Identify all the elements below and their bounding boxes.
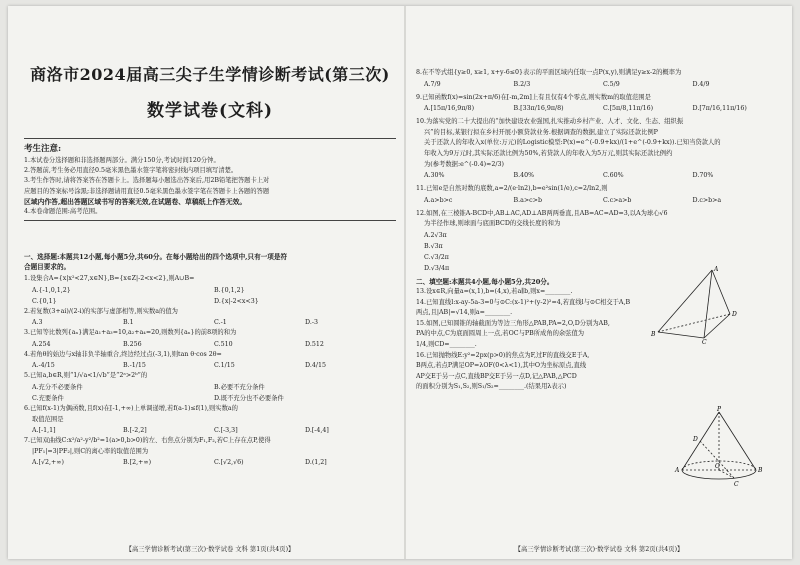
- question-stem: 6.已知f(x-1)为偶函数,且f(x)在[-1,+∞)上单调递增,若f(a-1)≤f(1),则实数a的: [24, 404, 238, 412]
- option: C.√3/2π: [424, 253, 449, 261]
- page-1: [24, 6, 396, 559]
- question-stem: 2.若复数(3+ai)/(2-i)的实部与虚部相等,则实数a的值为: [24, 307, 178, 315]
- option: C.[5π/8,11π/16): [603, 105, 654, 113]
- question-stem: 3.已知等比数列{aₙ}满足a₁+a₃=10,a₂+a₄=20,则数列{aₙ}的前8项的和为: [24, 329, 237, 337]
- question-stem-cont: 年收入为9万元时,其实际还款比例为50%,若贷款人的年收入为5万元,则其实际还款比例约: [424, 149, 673, 157]
- notice-title: 考生注意:: [24, 144, 62, 154]
- option: C.1/15: [214, 362, 235, 370]
- option: D.[7π/16,11π/16): [692, 105, 747, 113]
- label-a: A: [714, 266, 719, 273]
- option: D.(1,2]: [305, 459, 327, 467]
- question-stem-cont: 关于还款人的年收入x(单位:万元)的Logistic模型:P(x)=e^(-0.9+kx)/(1+e^(-0.9+kx)).已知当贷款人的: [424, 139, 721, 147]
- question-8: [416, 68, 782, 90]
- label-a: A: [675, 467, 680, 474]
- fill-line: 14.已知直线l:x-ay-5a-3=0与⊙C:(x-1)²+(y-2)²=4,若直线l与⊙C相交于A,B: [416, 298, 631, 306]
- question-stem: 8.在不等式组{y≥0, x≥1, x+y-6≤0}表示的平面区域内任取一点P(x,y),则满足y≥x-2的概率为: [416, 69, 682, 76]
- question-3: [24, 328, 396, 350]
- option: B.40%: [513, 172, 535, 180]
- question-stem-cont: 为半径作球,则球面与底面BCD的交线长度的和为: [424, 220, 561, 228]
- option: B.[33π/16,9π/8): [513, 105, 564, 113]
- question-stem: 5.已知a,b∈R,则“1/√a<1/√b”是“2ᵃ>2ᵇ”的: [24, 372, 148, 380]
- question-stem-cont: 取值范围是: [32, 415, 64, 423]
- section-heading-cont: 合题目要求的。: [24, 263, 71, 271]
- exam-title: 商洛市2024届高三尖子生学情诊断考试(第三次): [30, 65, 390, 84]
- label-d: D: [693, 436, 698, 443]
- label-c: C: [702, 339, 707, 344]
- fill-line: 13.设x∈R,向量a=(x,1),b=(4,x),若a∥b,则x=________.: [416, 287, 573, 295]
- option: A.{-1,0,1,2}: [32, 286, 71, 294]
- fill-line: B两点,若点P满足OP=λOF(0<λ<1),其中O为坐标原点,直线: [416, 362, 587, 370]
- segment-cd: [700, 441, 734, 478]
- label-p: P: [717, 406, 722, 413]
- option: D.[-4,4]: [305, 427, 329, 435]
- cone-figure: [674, 406, 764, 488]
- option: B.2/3: [513, 80, 531, 88]
- notice-item: 应题目的答案标号涂黑;非选择题请用直径0.5毫米黑色墨水签字笔在答题卡上各题的答题: [24, 187, 270, 195]
- fill-line: PA的中点,C为底面圆周上一点,若OC与PB所成角的余弦值为: [416, 330, 585, 338]
- option: C.c>a>b: [603, 196, 632, 204]
- option: B.-1/15: [123, 362, 146, 370]
- edge-ad: [712, 270, 730, 314]
- edge-bd: [658, 314, 730, 332]
- option: A.a>b>c: [424, 196, 453, 204]
- option: C.充要条件: [32, 394, 64, 402]
- question-7: [24, 436, 396, 468]
- notice-item: 2.答题前,考生务必用直径0.5毫米黑色墨水签字笔将密封线内项目填写清楚。: [24, 167, 238, 175]
- segment-oc: [719, 470, 734, 478]
- question-6: [24, 404, 396, 436]
- option: D.既不充分也不必要条件: [214, 394, 284, 402]
- fill-line: 两点,且|AB|=√14,则a=________.: [416, 309, 513, 317]
- section-heading: 二、填空题:本题共4小题,每小题5分,共20分。: [416, 277, 554, 286]
- fill-line: AP交E于另一点C,直线BP交E于另一点D,记△PAB,△PCD: [416, 372, 577, 380]
- edge-ab: [658, 270, 712, 332]
- question-stem: 12.如图,在三棱锥A-BCD中,AB⊥AC,AD⊥AB两两垂直,且AB=AC=AD=3,以A为球心√6: [416, 209, 668, 217]
- left-questions: [24, 252, 396, 468]
- page-footer: 【高三学情诊断考试(第三次)·数学试卷 文科 第2页(共4页)】: [514, 546, 684, 553]
- option: D.{x|-2<x<3}: [214, 297, 259, 305]
- label-c: C: [734, 481, 739, 488]
- option: C.60%: [603, 172, 624, 180]
- fill-line: 1/4,则CD=________.: [416, 340, 477, 348]
- option: A.254: [32, 340, 51, 348]
- option: D.70%: [692, 172, 714, 180]
- option: A.充分不必要条件: [32, 383, 83, 391]
- option: B.1: [123, 319, 134, 327]
- question-stem-cont: 为(参考数据:e^(-0.4)≈2/3): [424, 160, 504, 168]
- option: D.512: [305, 340, 324, 348]
- option: B.[2,+∞): [123, 459, 152, 467]
- notice-box: [24, 138, 396, 221]
- question-stem: 11.已知e是自然对数的底数,a=2/(e·ln2),b=e²sin(1/e),c=2/ln2,则: [416, 185, 608, 193]
- option: C.5/9: [603, 80, 620, 88]
- option: A.[-1,1]: [32, 427, 56, 435]
- option: B.[-2,2]: [123, 427, 147, 435]
- option: A.[15π/16,9π/8): [424, 105, 475, 113]
- page-fold: [404, 6, 406, 559]
- label-b: B: [651, 331, 656, 338]
- option: A.3: [32, 319, 43, 327]
- question-4: [24, 350, 396, 372]
- fill-line: 15.如图,已知圆锥的轴截面为等边三角形△PAB,PA=2,O,D分别为AB,: [416, 319, 610, 327]
- question-stem: 10.为落实党的二十大提出的“加快建设农业强国,扎实推动乡村产业、人才、文化、生态、组织振: [416, 118, 684, 126]
- question-stem: 9.已知函数f(x)=sin(2x+π/6)在[-m,2m]上有且仅有4个零点,则实数m的取值范围是: [416, 93, 651, 101]
- option: B.√3π: [424, 242, 443, 250]
- option: D.√3/4π: [424, 264, 450, 272]
- option: B.必要不充分条件: [214, 383, 265, 391]
- option: C.[-3,3]: [214, 427, 238, 435]
- option: C.{0,1}: [32, 297, 57, 305]
- exam-sheet: [8, 6, 792, 559]
- question-stem-cont: |PF₁|=3|PF₂|,则C的离心率的取值范围为: [32, 447, 149, 455]
- edge-ac: [704, 270, 712, 338]
- option: D.4/9: [692, 80, 710, 88]
- option: A.2√3π: [424, 231, 447, 239]
- label-o: O: [715, 463, 720, 470]
- notice-item: 4.本卷命题范围:高考范围。: [24, 208, 102, 216]
- option: A.7/9: [424, 80, 441, 88]
- option: B.{0,1,2}: [214, 286, 245, 294]
- question-11: [416, 184, 782, 206]
- fill-line: 16.已知抛物线E:y²=2px(p>0)的焦点为F,过F的直线交E于A,: [416, 351, 590, 359]
- page-footer: 【高三学情诊断考试(第三次)·数学试卷 文科 第1页(共4页)】: [125, 546, 295, 553]
- edge-bc: [658, 332, 704, 338]
- label-d: D: [732, 311, 737, 318]
- exam-subtitle: 数学试卷(文科): [146, 101, 274, 121]
- right-questions: [416, 68, 782, 393]
- option: D.4/15: [305, 362, 326, 370]
- section-heading: 一、选择题:本题共12小题,每小题5分,共60分。在每小题给出的四个选项中,只有一项是符: [24, 253, 288, 261]
- question-5: [24, 371, 396, 404]
- question-stem-cont: 兴”的目标,某银行拟在乡村开展小额贷款业务.根据调查的数据,建立了实际还款比例P: [424, 128, 658, 136]
- question-10: [416, 117, 782, 181]
- notice-item: 区域内作答,超出答题区域书写的答案无效,在试题卷、草稿纸上作答无效。: [24, 197, 247, 206]
- question-stem: 1.设集合A={x|x²<27,x∈N},B={x∈Z|-2<x<2},则A∪B=: [24, 275, 195, 282]
- option: A.-4/15: [32, 362, 55, 370]
- question-1: [24, 274, 396, 307]
- option: C.-1: [214, 319, 227, 327]
- question-stem: 4.若角θ的始边与x轴非负半轴重合,终边经过点(-3,1),则tan θ·cos 2θ=: [24, 350, 222, 358]
- label-b: B: [758, 467, 763, 474]
- question-2: [24, 307, 396, 329]
- pyramid-figure: [648, 264, 738, 344]
- option: B.256: [123, 340, 142, 348]
- option: D.c>b>a: [692, 196, 722, 204]
- option: A.30%: [424, 172, 445, 180]
- fill-line: 的面积分别为S₁,S₂,则S₁/S₂=________.(结果用λ表示): [416, 383, 567, 391]
- option: A.[√2,+∞): [32, 459, 65, 467]
- notice-item: 3.考生作答时,请将答案答在答题卡上。选择题每小题选出答案后,用2B铅笔把答题卡上对: [24, 177, 270, 185]
- option: D.-3: [305, 319, 318, 327]
- page-2: [416, 6, 782, 559]
- base-front: [682, 470, 756, 479]
- question-9: [416, 93, 782, 115]
- option: C.[√2,√6): [214, 459, 244, 467]
- option: C.510: [214, 340, 233, 348]
- notice-item: 1.本试卷分选择题和非选择题两部分。满分150分,考试时间120分钟。: [24, 157, 220, 164]
- option: B.a>c>b: [513, 196, 542, 204]
- question-stem: 7.已知双曲线C:x²/a²-y²/b²=1(a>0,b>0)的左、右焦点分别为F₁,F₂,若C上存在点P,使得: [24, 437, 271, 445]
